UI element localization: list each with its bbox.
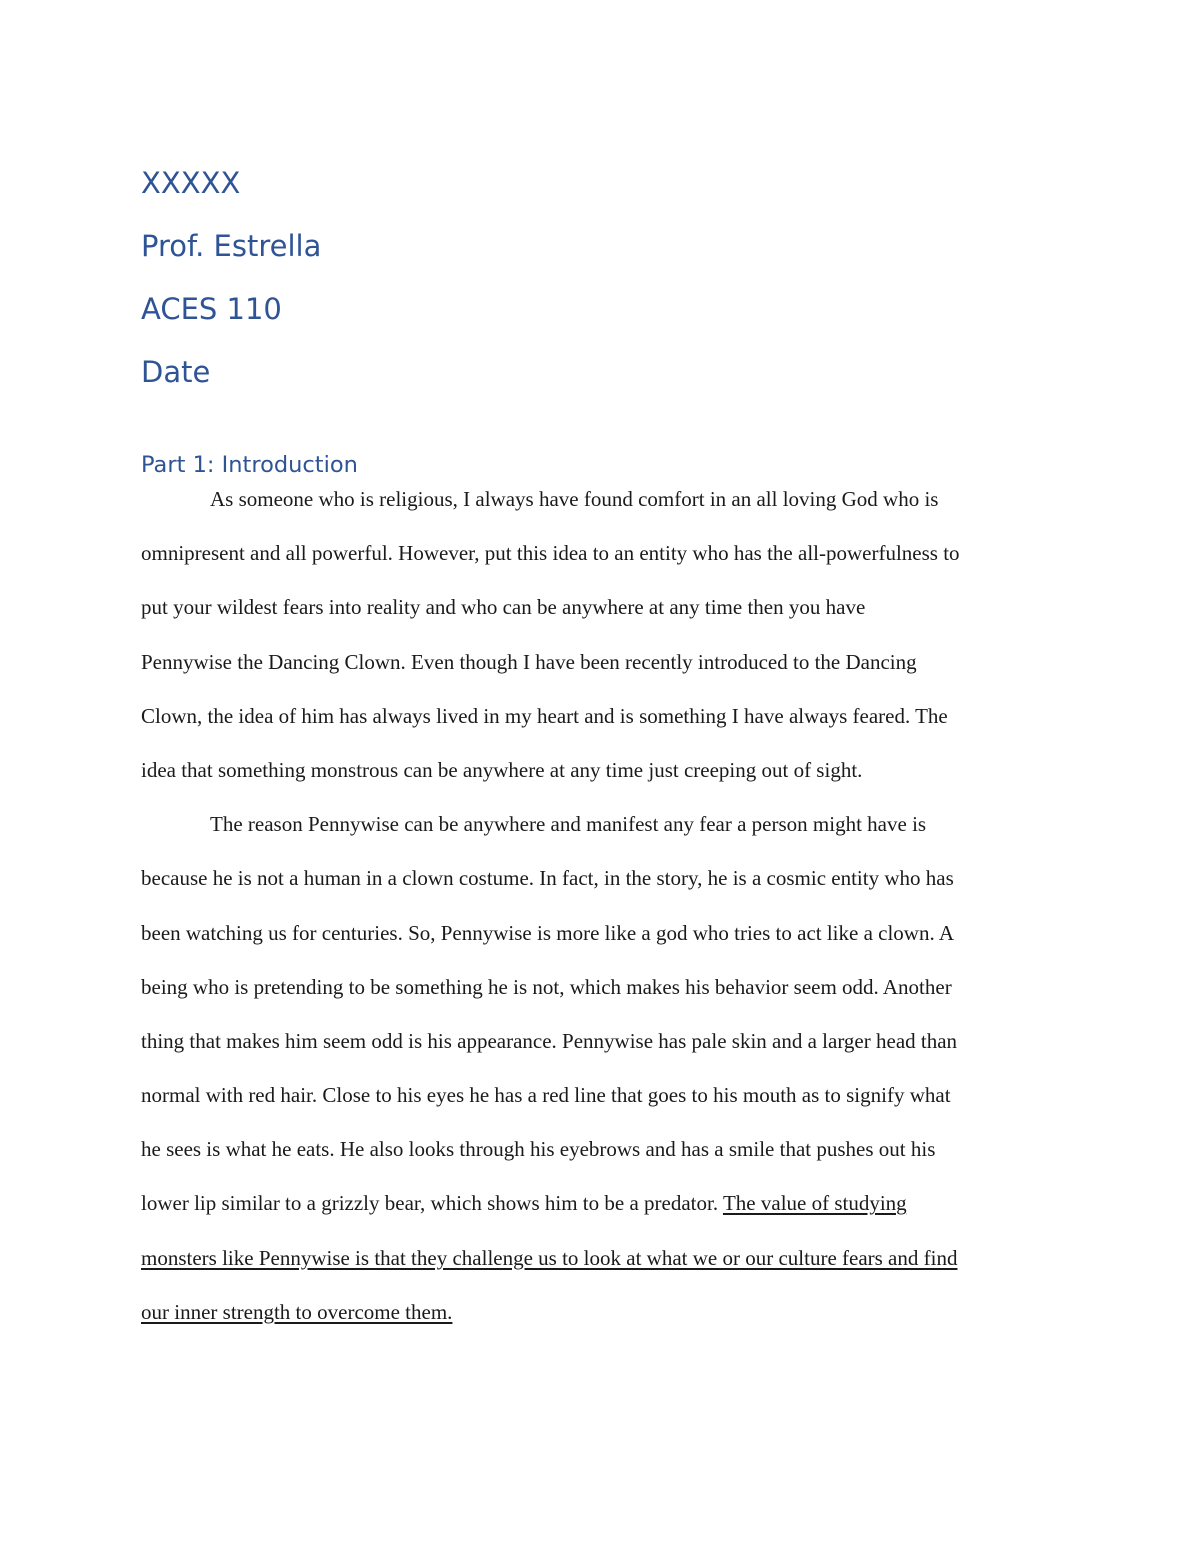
paragraph-1-line: As someone who is religious, I always have found comfort in an all loving God who is [210, 487, 939, 511]
plain-text-segment: lower lip similar to a grizzly bear, which shows him to be a predator. [141, 1191, 723, 1216]
paragraph-2-line: normal with red hair. Close to his eyes he has a red line that goes to his mouth as to signify what [141, 1083, 951, 1108]
paragraph-2-line: The reason Pennywise can be anywhere and manifest any fear a person might have is [210, 812, 927, 837]
paragraph-2-line-mixed [141, 1176, 1066, 1230]
paragraph-2-line: thing that makes him seem odd is his appearance. Pennywise has pale skin and a larger head than [141, 1028, 958, 1053]
paragraph-1-line: Clown, the idea of him has always lived in my heart and is something I have always feared. The [141, 703, 948, 728]
paragraph-1-line: omnipresent and all powerful. However, put this idea to an entity who has the all-powerfulness to [141, 541, 960, 566]
professor-name: Prof. Estrella [141, 229, 322, 263]
paragraph-2-line: been watching us for centuries. So, Pennywise is more like a god who tries to act like a clown. A [141, 920, 954, 945]
paragraph-2-line: he sees is what he eats. He also looks through his eyebrows and has a smile that pushes out his [141, 1137, 936, 1162]
thesis-statement-end: our inner strength to overcome them. [141, 1299, 453, 1324]
student-name: XXXXX [141, 166, 241, 200]
essay-body [141, 472, 1066, 1339]
thesis-statement-start: The value of studying [722, 1191, 907, 1216]
date-line: Date [141, 355, 211, 389]
paragraph-2-line: being who is pretending to be something he is not, which makes his behavior seem odd. Another [141, 974, 952, 999]
header-block [141, 160, 321, 412]
paragraph-1-line: Pennywise the Dancing Clown. Even though I have been recently introduced to the Dancing [141, 649, 917, 674]
paragraph-1-line: put your wildest fears into reality and who can be anywhere at any time then you have [141, 595, 866, 620]
paragraph-1-line: idea that something monstrous can be anywhere at any time just creeping out of sight. [141, 757, 863, 782]
section-heading: Part 1: Introduction [141, 452, 358, 478]
course-code: ACES 110 [141, 292, 282, 326]
thesis-statement-end-line [141, 1285, 1066, 1339]
paragraph-2-line: because he is not a human in a clown costume. In fact, in the story, he is a cosmic entity who has [141, 866, 954, 891]
thesis-statement-line: monsters like Pennywise is that they challenge us to look at what we or our culture fears and find [141, 1245, 958, 1270]
